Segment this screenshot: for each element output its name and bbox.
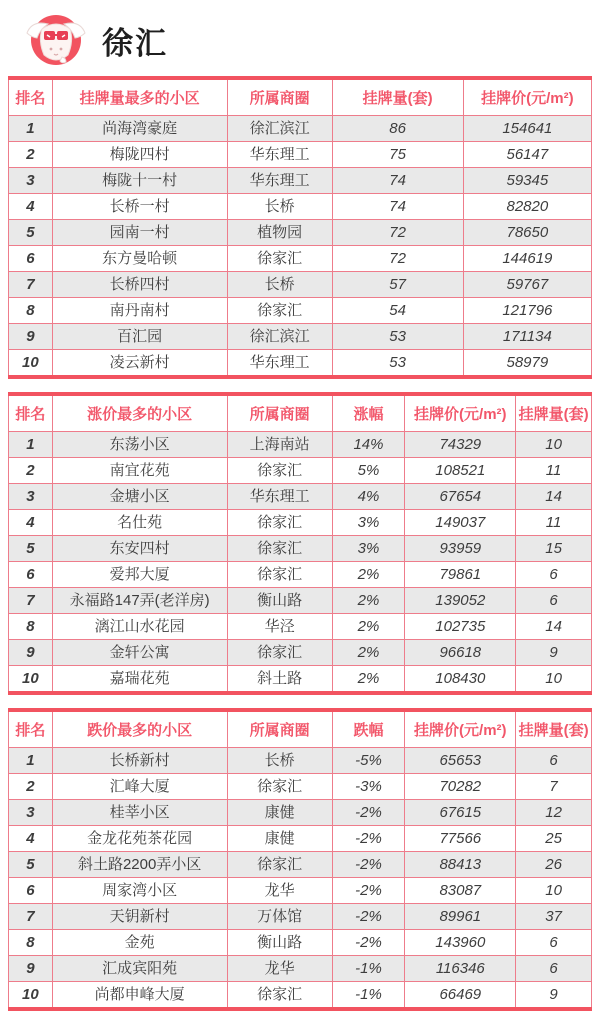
table-cell: 8 [9,930,53,956]
column-header: 挂牌价(元/m²) [405,394,516,432]
table-cell: 121796 [463,298,591,324]
table-cell: 南丹南村 [52,298,227,324]
table-row [9,246,592,272]
table-cell: 华东理工 [227,484,332,510]
table-cell: 徐家汇 [227,774,332,800]
table-cell: -1% [332,982,405,1010]
column-header: 挂牌量(套) [516,394,592,432]
table-cell: 梅陇十一村 [52,168,227,194]
table-cell: -2% [332,878,405,904]
column-header: 涨幅 [332,394,405,432]
table-cell: 83087 [405,878,516,904]
column-header: 挂牌价(元/m²) [463,78,591,116]
table-cell: 金龙花苑茶花园 [52,826,227,852]
table-cell: 56147 [463,142,591,168]
table-cell: 88413 [405,852,516,878]
table-cell: 6 [9,878,53,904]
table-cell: -3% [332,774,405,800]
table-cell: 汇峰大厦 [52,774,227,800]
table-cell: 2 [9,774,53,800]
table-cell: 金轩公寓 [52,640,227,666]
table-cell: 9 [9,956,53,982]
table-cell: 徐汇滨江 [227,324,332,350]
table-cell: 65653 [405,748,516,774]
table-cell: 7 [9,904,53,930]
table-row [9,142,592,168]
table-cell: 凌云新村 [52,350,227,378]
table-cell: 53 [332,350,463,378]
table-row [9,510,592,536]
table-cell: 5 [9,220,53,246]
table-cell: 8 [9,298,53,324]
table-row [9,588,592,614]
table-cell: 长桥新村 [52,748,227,774]
table-cell: 14 [516,614,592,640]
price-increase-table [8,392,592,695]
table-cell: 桂莘小区 [52,800,227,826]
table-cell: 54 [332,298,463,324]
table-cell: 67654 [405,484,516,510]
table-row [9,774,592,800]
table-cell: 6 [9,562,53,588]
column-header: 排名 [9,78,53,116]
table-cell: 59767 [463,272,591,298]
table-row [9,458,592,484]
table-cell: 梅陇四村 [52,142,227,168]
table-cell: 9 [516,640,592,666]
table-row [9,930,592,956]
column-header: 跌幅 [332,710,405,748]
table-cell: 4 [9,510,53,536]
table-cell: 72 [332,246,463,272]
column-header: 涨价最多的小区 [52,394,227,432]
table-row [9,484,592,510]
table-cell: 10 [9,350,53,378]
table-cell: 2 [9,458,53,484]
table-most-listings [8,76,592,379]
table-cell: 东荡小区 [52,432,227,458]
table-row [9,666,592,694]
table-cell: 86 [332,116,463,142]
table-cell: 2% [332,562,405,588]
table-cell: 徐家汇 [227,852,332,878]
table-cell: 3 [9,168,53,194]
table-cell: 园南一村 [52,220,227,246]
table-cell: 7 [9,588,53,614]
table-cell: -2% [332,852,405,878]
table-cell: 96618 [405,640,516,666]
table-cell: 长桥 [227,194,332,220]
table-cell: 康健 [227,800,332,826]
table-cell: 4 [9,194,53,220]
table-cell: 尚海湾豪庭 [52,116,227,142]
table-cell: 东方曼哈顿 [52,246,227,272]
table-cell: 5 [9,536,53,562]
table-cell: 南宜花苑 [52,458,227,484]
table-cell: 徐家汇 [227,298,332,324]
table-cell: 万体馆 [227,904,332,930]
table-cell: 72 [332,220,463,246]
table-cell: 长桥 [227,272,332,298]
table-cell: 77566 [405,826,516,852]
header-row [9,78,592,116]
table-cell: 154641 [463,116,591,142]
table-cell: 6 [516,956,592,982]
table-cell: 1 [9,432,53,458]
table-cell: 108430 [405,666,516,694]
table-row [9,904,592,930]
table-cell: 衡山路 [227,930,332,956]
table-row [9,956,592,982]
table-cell: 171134 [463,324,591,350]
table-row [9,614,592,640]
table-cell: 6 [516,748,592,774]
table-cell: 2% [332,614,405,640]
table-cell: 尚都申峰大厦 [52,982,227,1010]
table-row [9,298,592,324]
table-row [9,562,592,588]
table-row [9,536,592,562]
column-header: 挂牌量(套) [332,78,463,116]
table-cell: 144619 [463,246,591,272]
table-price-increase [8,392,592,695]
table-cell: 14 [516,484,592,510]
table-cell: -2% [332,930,405,956]
table-cell: 25 [516,826,592,852]
table-cell: 116346 [405,956,516,982]
header-row [9,710,592,748]
table-cell: 3% [332,536,405,562]
table-cell: 10 [9,666,53,694]
table-row [9,350,592,378]
column-header: 跌价最多的小区 [52,710,227,748]
table-cell: 82820 [463,194,591,220]
table-cell: 汇成宾阳苑 [52,956,227,982]
column-header: 排名 [9,710,53,748]
table-cell: 徐家汇 [227,246,332,272]
table-cell: 4 [9,826,53,852]
table-cell: 漓江山水花园 [52,614,227,640]
table-cell: 6 [516,930,592,956]
table-cell: 70282 [405,774,516,800]
table-cell: 11 [516,458,592,484]
table-cell: 东安四村 [52,536,227,562]
table-cell: -2% [332,826,405,852]
table-cell: 10 [9,982,53,1010]
table-row [9,852,592,878]
table-cell: 3 [9,800,53,826]
table-row [9,878,592,904]
table-cell: 74 [332,168,463,194]
table-cell: 斜土路 [227,666,332,694]
table-cell: 9 [9,324,53,350]
table-row [9,116,592,142]
table-cell: 10 [516,666,592,694]
table-cell: 26 [516,852,592,878]
table-cell: 58979 [463,350,591,378]
table-cell: 2% [332,588,405,614]
table-row [9,272,592,298]
table-cell: 龙华 [227,878,332,904]
table-cell: 华泾 [227,614,332,640]
table-cell: 67615 [405,800,516,826]
price-decrease-table [8,708,592,1011]
table-cell: 2% [332,666,405,694]
table-cell: 1 [9,116,53,142]
table-cell: 上海南站 [227,432,332,458]
table-cell: 78650 [463,220,591,246]
table-cell: 2 [9,142,53,168]
table-cell: 93959 [405,536,516,562]
table-row [9,640,592,666]
table-cell: 爱邦大厦 [52,562,227,588]
most-listings-table [8,76,592,379]
table-cell: 植物园 [227,220,332,246]
table-cell: 徐汇滨江 [227,116,332,142]
table-cell: 徐家汇 [227,510,332,536]
table-cell: 徐家汇 [227,536,332,562]
table-cell: 7 [9,272,53,298]
table-cell: 89961 [405,904,516,930]
table-cell: 金苑 [52,930,227,956]
table-cell: 长桥 [227,748,332,774]
table-cell: 74329 [405,432,516,458]
table-cell: 5 [9,852,53,878]
table-cell: 6 [9,246,53,272]
column-header: 挂牌量最多的小区 [52,78,227,116]
table-cell: 长桥一村 [52,194,227,220]
table-cell: 9 [9,640,53,666]
table-cell: 75 [332,142,463,168]
table-cell: 嘉瑞花苑 [52,666,227,694]
table-cell: 7 [516,774,592,800]
table-cell: 10 [516,878,592,904]
table-cell: 斜土路2200弄小区 [52,852,227,878]
table-cell: 66469 [405,982,516,1010]
column-header: 所属商圈 [227,710,332,748]
table-cell: 华东理工 [227,168,332,194]
table-cell: 徐家汇 [227,562,332,588]
table-cell: 周家湾小区 [52,878,227,904]
table-cell: -2% [332,800,405,826]
table-cell: 10 [516,432,592,458]
table-cell: 8 [9,614,53,640]
table-row [9,800,592,826]
table-cell: 9 [516,982,592,1010]
table-cell: 74 [332,194,463,220]
column-header: 排名 [9,394,53,432]
table-cell: 102735 [405,614,516,640]
table-cell: 57 [332,272,463,298]
table-cell: 龙华 [227,956,332,982]
table-cell: 1 [9,748,53,774]
table-row [9,324,592,350]
page-header [0,0,600,76]
page-title: 徐汇 [102,25,168,61]
table-cell: 康健 [227,826,332,852]
column-header: 所属商圈 [227,394,332,432]
table-cell: 永福路147弄(老洋房) [52,588,227,614]
table-cell: 名仕苑 [52,510,227,536]
column-header: 所属商圈 [227,78,332,116]
table-cell: 139052 [405,588,516,614]
table-price-decrease [8,708,592,1011]
table-cell: 6 [516,562,592,588]
table-row [9,168,592,194]
header-row [9,394,592,432]
table-row [9,982,592,1010]
table-cell: 149037 [405,510,516,536]
table-cell: 14% [332,432,405,458]
table-cell: -2% [332,904,405,930]
table-cell: 金塘小区 [52,484,227,510]
table-cell: 143960 [405,930,516,956]
table-cell: 108521 [405,458,516,484]
table-cell: 华东理工 [227,350,332,378]
table-cell: -1% [332,956,405,982]
table-cell: 12 [516,800,592,826]
table-row [9,220,592,246]
table-row [9,826,592,852]
table-row [9,194,592,220]
table-cell: 衡山路 [227,588,332,614]
table-cell: 4% [332,484,405,510]
table-cell: 2% [332,640,405,666]
table-cell: 53 [332,324,463,350]
table-cell: 长桥四村 [52,272,227,298]
table-cell: 3 [9,484,53,510]
table-cell: 59345 [463,168,591,194]
table-cell: 华东理工 [227,142,332,168]
table-cell: 79861 [405,562,516,588]
ox-mascot-icon [24,11,86,69]
table-row [9,748,592,774]
table-cell: 37 [516,904,592,930]
table-cell: 天钥新村 [52,904,227,930]
table-cell: 11 [516,510,592,536]
table-cell: 15 [516,536,592,562]
table-cell: 3% [332,510,405,536]
table-cell: 徐家汇 [227,458,332,484]
table-cell: 徐家汇 [227,982,332,1010]
table-cell: 6 [516,588,592,614]
table-cell: 百汇园 [52,324,227,350]
table-cell: 5% [332,458,405,484]
table-cell: -5% [332,748,405,774]
table-row [9,432,592,458]
column-header: 挂牌量(套) [516,710,592,748]
table-cell: 徐家汇 [227,640,332,666]
column-header: 挂牌价(元/m²) [405,710,516,748]
